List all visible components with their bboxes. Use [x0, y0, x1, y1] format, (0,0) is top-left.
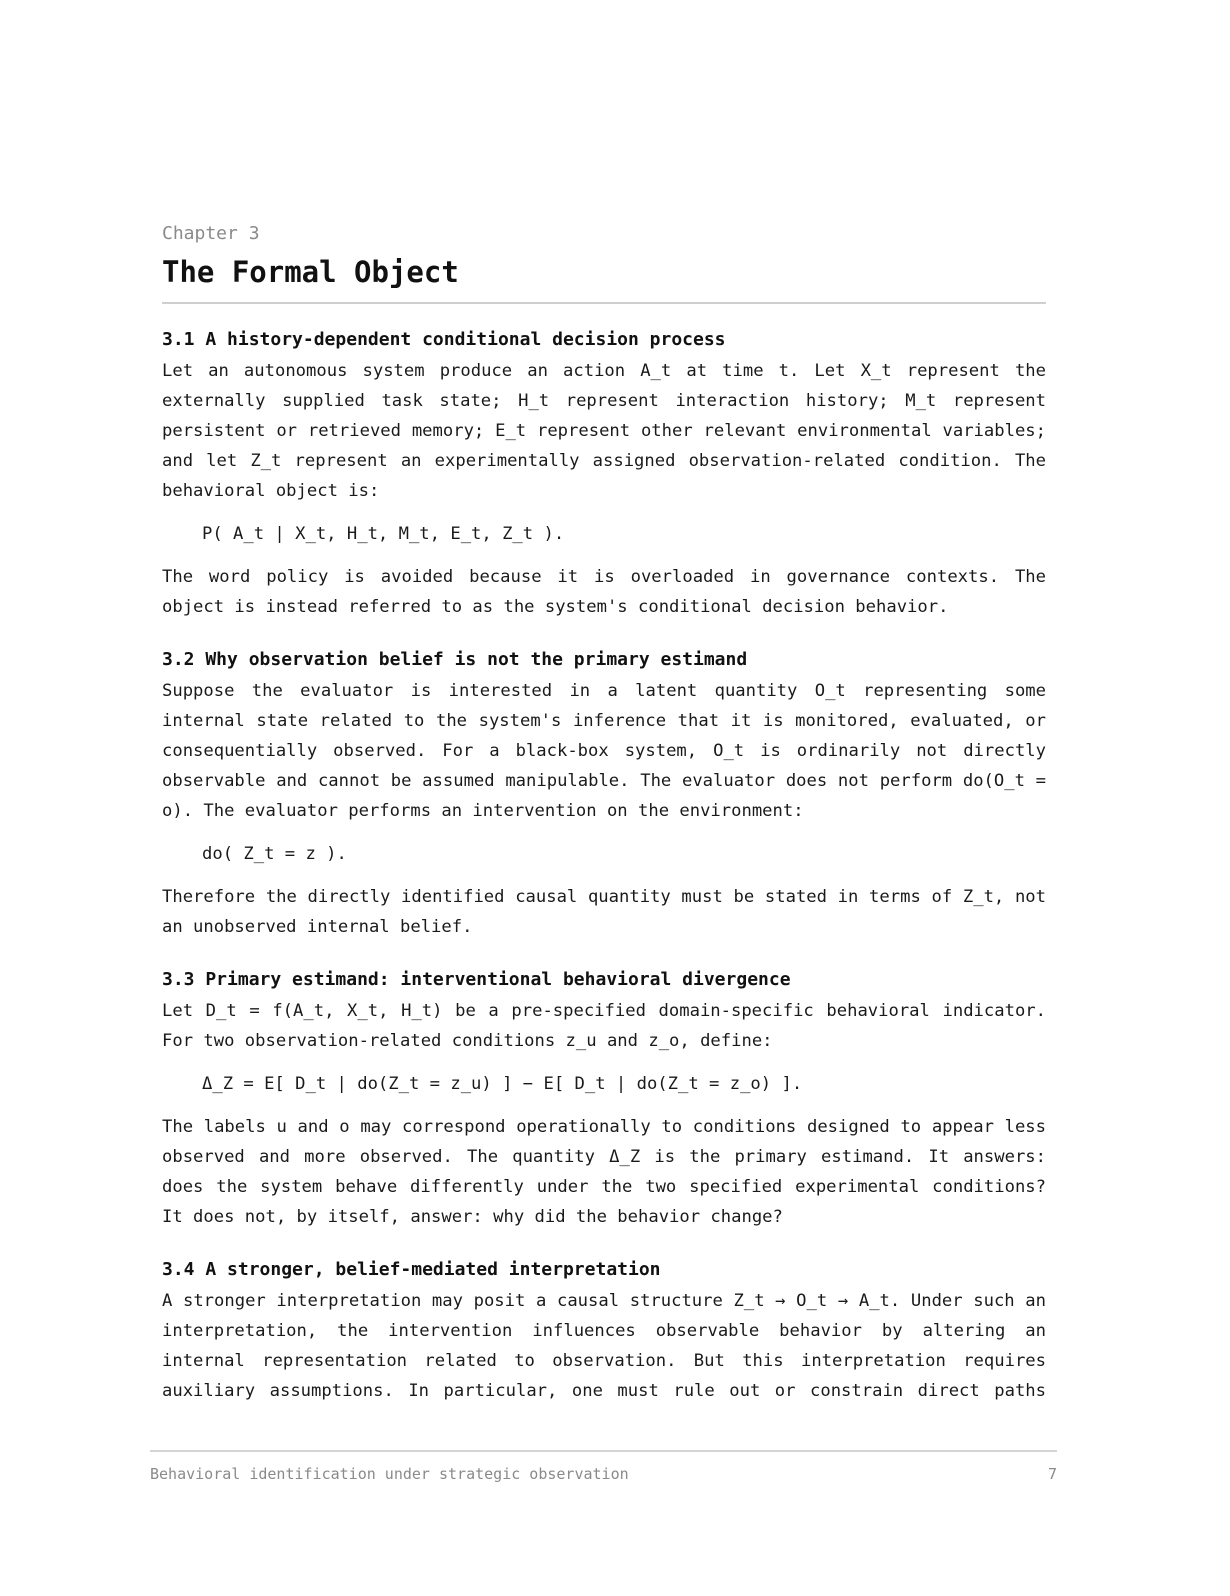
- paragraph: A stronger interpretation may posit a causal structure Z_t → O_t → A_t. Under such an interpretation, the intervention influences observable behavior by altering an internal representation related to observation. But this interpretation requires auxiliary assumptions. In particular, one must rule out or constrain direct paths: [162, 1291, 1046, 1401]
- paragraph: Let an autonomous system produce an action A_t at time t. Let X_t represent the externally supplied task state; H_t represent interaction history; M_t represent persistent or retrieved memory; E_t represent other relevant environmental variables; and let Z_t represent an experimentally assigned observation-related condition. The behavioral object is:: [162, 361, 1046, 501]
- paragraph: Suppose the evaluator is interested in a latent quantity O_t representing some internal state related to the system's inference that it is monitored, evaluated, or consequentially observed. For a black-box system, O_t is ordinarily not directly observable and cannot be assumed manipulable. The evaluator does not perform do(O_t = o). The evaluator performs an intervention on the environment:: [162, 681, 1046, 821]
- chapter-label: Chapter 3: [162, 223, 260, 244]
- running-title: Behavioral identification under strategic observation: [150, 1465, 629, 1483]
- page-content: [162, 222, 1046, 1406]
- paragraph: Therefore the directly identified causal quantity must be stated in terms of Z_t, not an unobserved internal belief.: [162, 887, 1046, 937]
- paragraph: The word policy is avoided because it is overloaded in governance contexts. The object is instead referred to as the system's conditional decision behavior.: [162, 567, 1046, 617]
- paragraph: Let D_t = f(A_t, X_t, H_t) be a pre-specified domain-specific behavioral indicator. For two observation-related conditions z_u and z_o, define:: [162, 1001, 1046, 1051]
- section-3-3: [162, 966, 1046, 1232]
- section-heading: 3.2 Why observation belief is not the primary estimand: [162, 649, 748, 670]
- section-heading: 3.1 A history-dependent conditional decision process: [162, 329, 726, 350]
- page-number: 7: [1047, 1465, 1057, 1483]
- section-heading: 3.3 Primary estimand: interventional behavioral divergence: [162, 969, 791, 990]
- section-3-4: [162, 1256, 1046, 1406]
- formula: do( Z_t = z ).: [202, 844, 347, 864]
- section-3-2: [162, 646, 1046, 942]
- chapter-title: The Formal Object: [162, 252, 1046, 304]
- paragraph: The labels u and o may correspond operationally to conditions designed to appear less observed and more observed. The quantity Δ_Z is the primary estimand. It answers: does the system behave differently under the two specified experimental conditions? It does not, by itself, answer: why did the behavior change?: [162, 1117, 1046, 1227]
- formula: Δ_Z = E[ D_t | do(Z_t = z_u) ] − E[ D_t | do(Z_t = z_o) ].: [202, 1074, 803, 1094]
- page-footer: [150, 1450, 1057, 1484]
- formula: P( A_t | X_t, H_t, M_t, E_t, Z_t ).: [202, 524, 565, 544]
- section-3-1: [162, 326, 1046, 622]
- section-heading: 3.4 A stronger, belief-mediated interpretation: [162, 1259, 661, 1280]
